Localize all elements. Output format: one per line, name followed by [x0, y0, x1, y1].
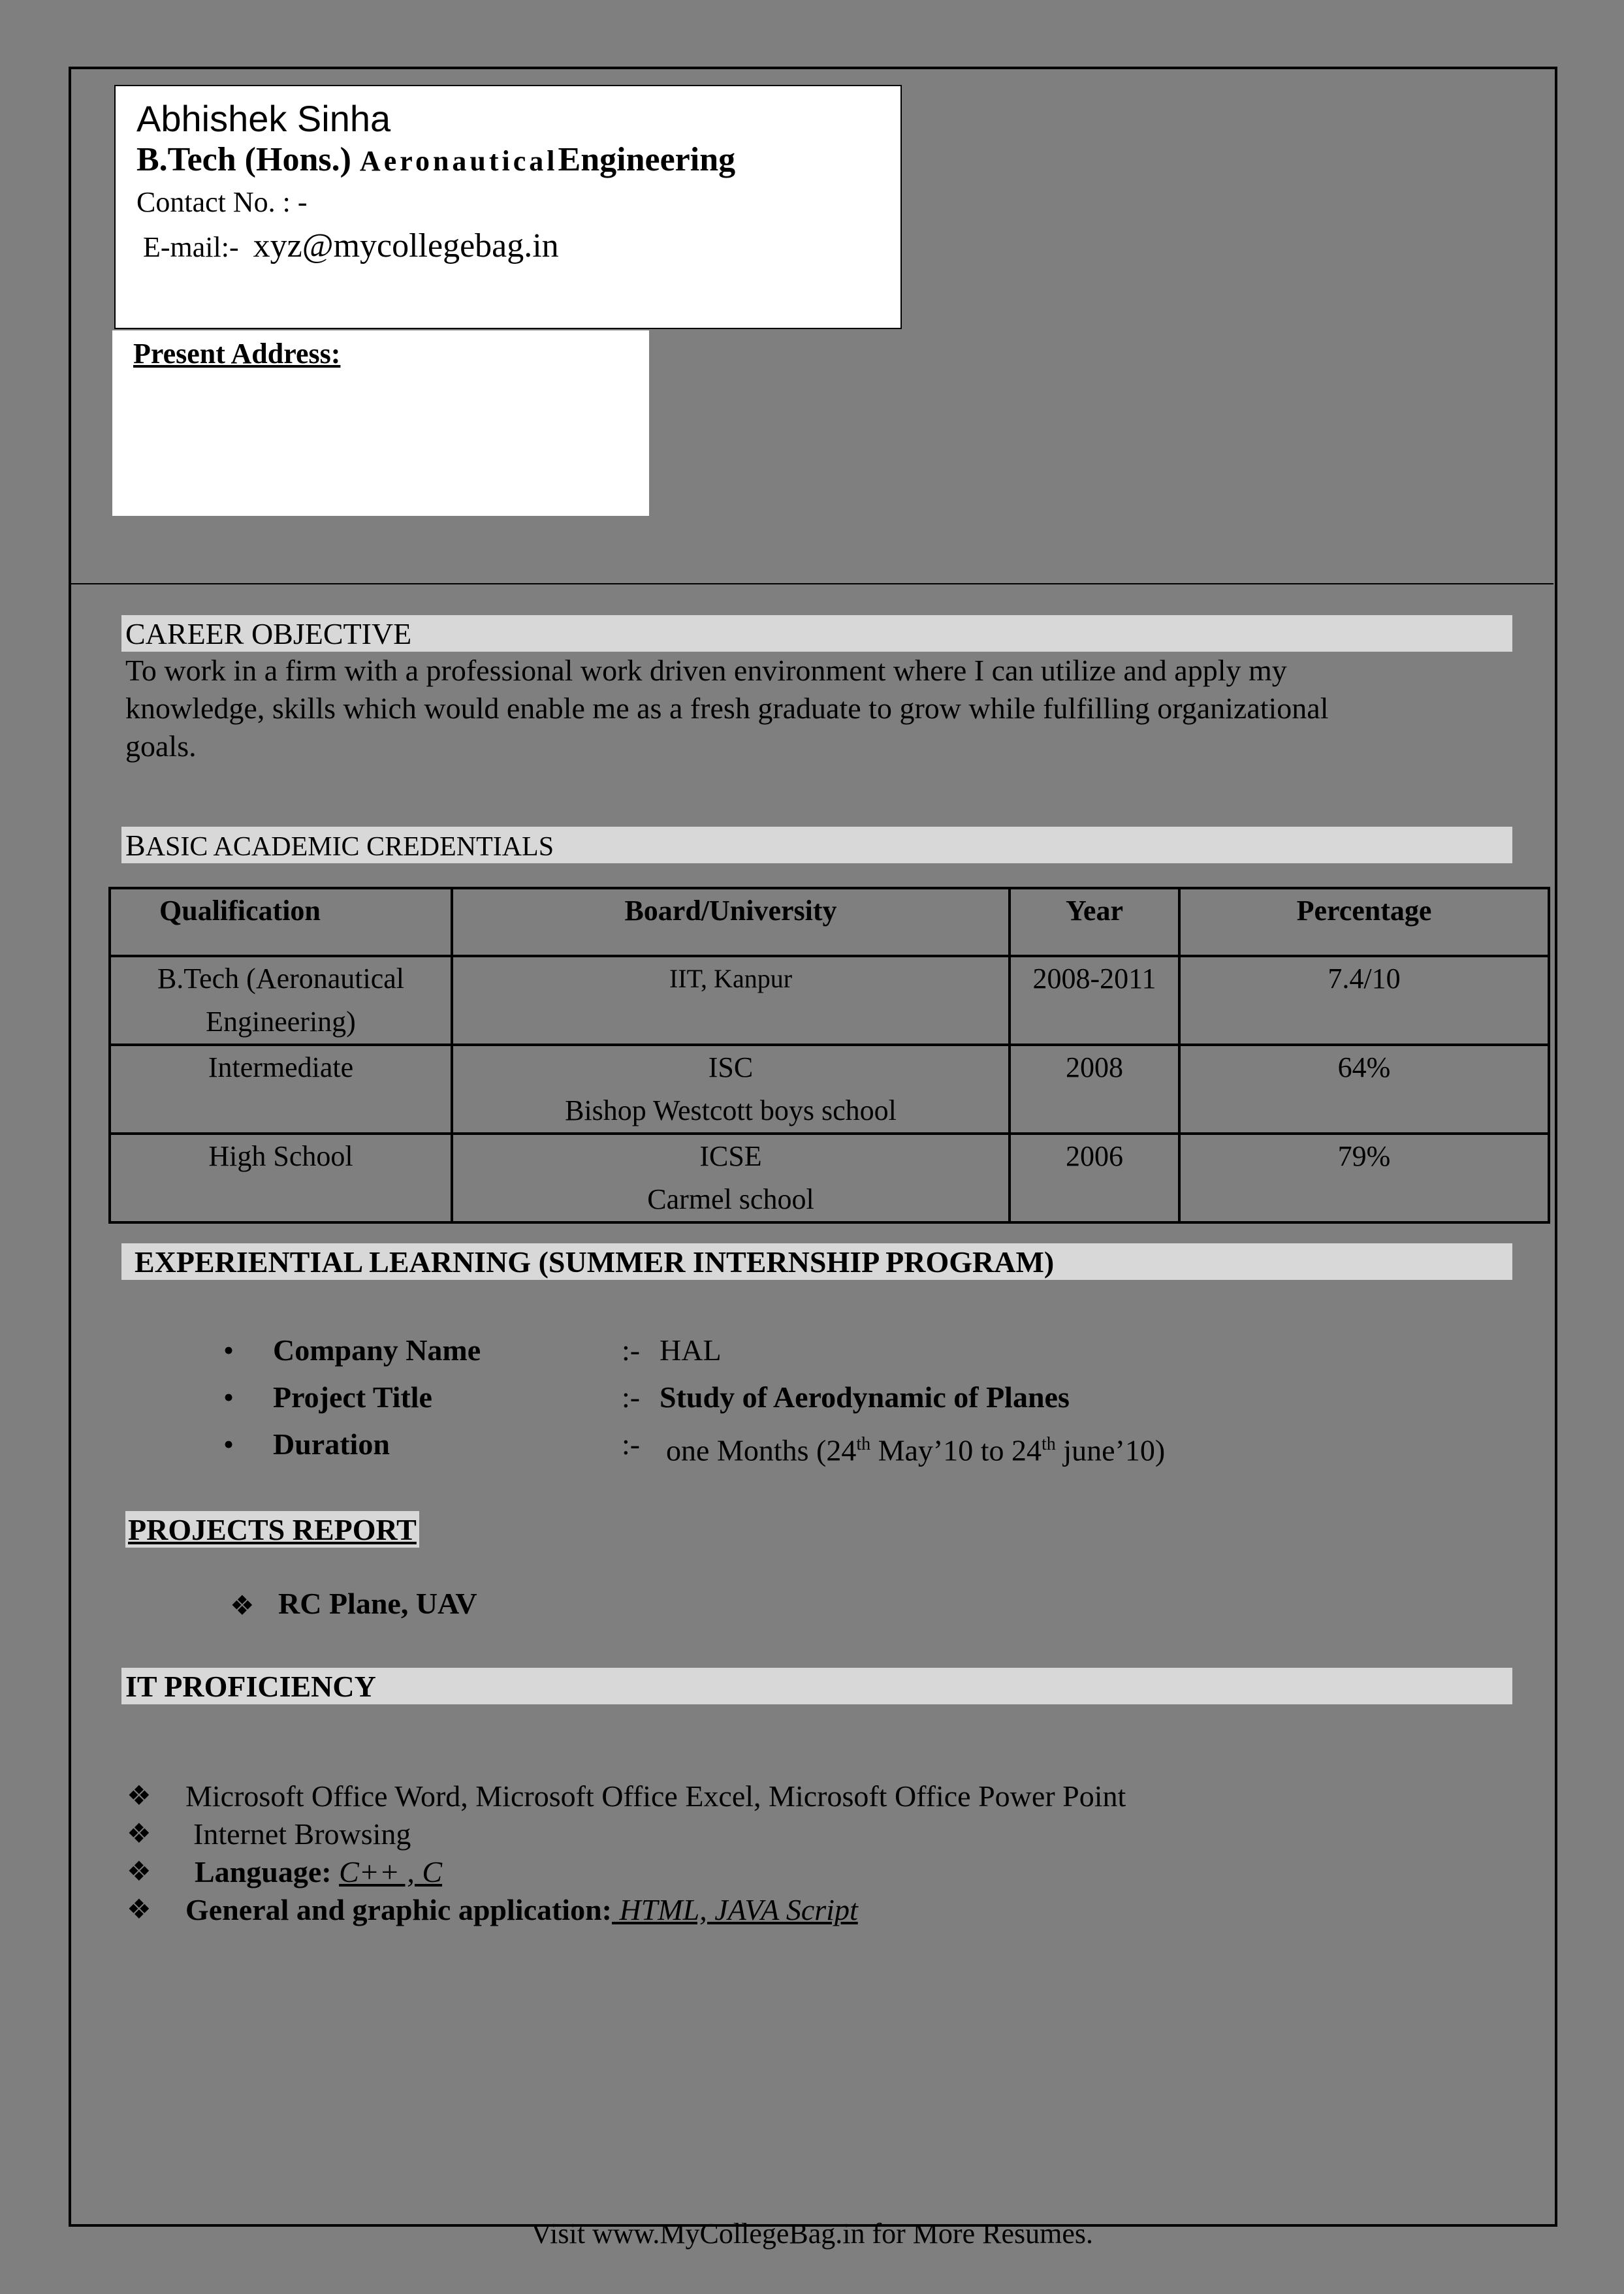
- year-cell: 2008: [1010, 1045, 1179, 1134]
- column-header: Percentage: [1179, 888, 1549, 956]
- column-header: Qualification: [110, 888, 452, 956]
- email-line: E-mail:- xyz@mycollegebag.in: [143, 227, 559, 264]
- diamond-bullet-icon: ❖: [127, 1819, 151, 1849]
- career-objective-heading: CAREER OBJECTIVE: [121, 615, 1512, 652]
- board-cell: ISC Bishop Westcott boys school: [452, 1045, 1010, 1134]
- it-item: Internet Browsing: [193, 1817, 411, 1851]
- qualification-cell: B.Tech (Aeronautical Engineering): [110, 956, 452, 1045]
- academic-heading: BASIC ACADEMIC CREDENTIALS: [121, 827, 1512, 863]
- degree: B.Tech (Hons.) AeronauticalEngineering: [136, 141, 736, 178]
- contact-number: Contact No. : -: [136, 186, 308, 218]
- projects-heading: PROJECTS REPORT: [125, 1511, 419, 1548]
- bullet-icon: •: [223, 1427, 234, 1461]
- footer-note: Visit www.MyCollegeBag.in for More Resumes.: [531, 2218, 1093, 2250]
- table-row: [110, 956, 1549, 1045]
- qualification-cell: High School: [110, 1134, 452, 1222]
- percentage-cell: 64%: [1179, 1045, 1549, 1134]
- duration-value: one Months (24th May’10 to 24th june’10): [666, 1433, 1166, 1467]
- header-divider: [71, 583, 1553, 584]
- table-row: [110, 1045, 1549, 1134]
- diamond-bullet-icon: ❖: [230, 1591, 255, 1621]
- diamond-bullet-icon: ❖: [127, 1895, 151, 1925]
- year-cell: 2008-2011: [1010, 956, 1179, 1045]
- percentage-cell: 79%: [1179, 1134, 1549, 1222]
- diamond-bullet-icon: ❖: [127, 1781, 151, 1811]
- career-objective-text: To work in a firm with a professional work driven environment where I can utilize and apply my knowledge, skills which would enable me as a fresh graduate to grow while fulfilling organizational goals.: [125, 654, 1329, 763]
- address-label: Present Address:: [133, 338, 341, 370]
- bullet-icon: •: [223, 1380, 234, 1414]
- it-item: Microsoft Office Word, Microsoft Office Excel, Microsoft Office Power Point: [185, 1779, 1126, 1813]
- year-cell: 2006: [1010, 1134, 1179, 1222]
- header-box: [114, 85, 902, 329]
- column-header: Year: [1010, 888, 1179, 956]
- candidate-name: Abhishek Sinha: [136, 98, 391, 139]
- address-box: [112, 330, 649, 516]
- diamond-bullet-icon: ❖: [127, 1857, 151, 1887]
- email-address: xyz@mycollegebag.in: [253, 227, 559, 264]
- column-header: Board/University: [452, 888, 1010, 956]
- board-cell: ICSE Carmel school: [452, 1134, 1010, 1222]
- company-value: HAL: [660, 1333, 722, 1367]
- it-item: General and graphic application: HTML, JAVA Script: [185, 1893, 858, 1926]
- percentage-cell: 7.4/10: [1179, 956, 1549, 1045]
- project-title-value: Study of Aerodynamic of Planes: [660, 1380, 1070, 1414]
- internship-heading: EXPERIENTIAL LEARNING (SUMMER INTERNSHIP PROGRAM): [121, 1243, 1512, 1280]
- qualification-cell: Intermediate: [110, 1045, 452, 1134]
- board-cell: IIT, Kanpur: [452, 956, 1010, 1045]
- it-proficiency-heading: IT PROFICIENCY: [121, 1668, 1512, 1704]
- table-header-row: [110, 888, 1549, 956]
- academic-table: [108, 887, 1550, 1224]
- it-item: Language: C++ , C: [195, 1855, 443, 1888]
- bullet-icon: •: [223, 1333, 234, 1367]
- table-row: [110, 1134, 1549, 1222]
